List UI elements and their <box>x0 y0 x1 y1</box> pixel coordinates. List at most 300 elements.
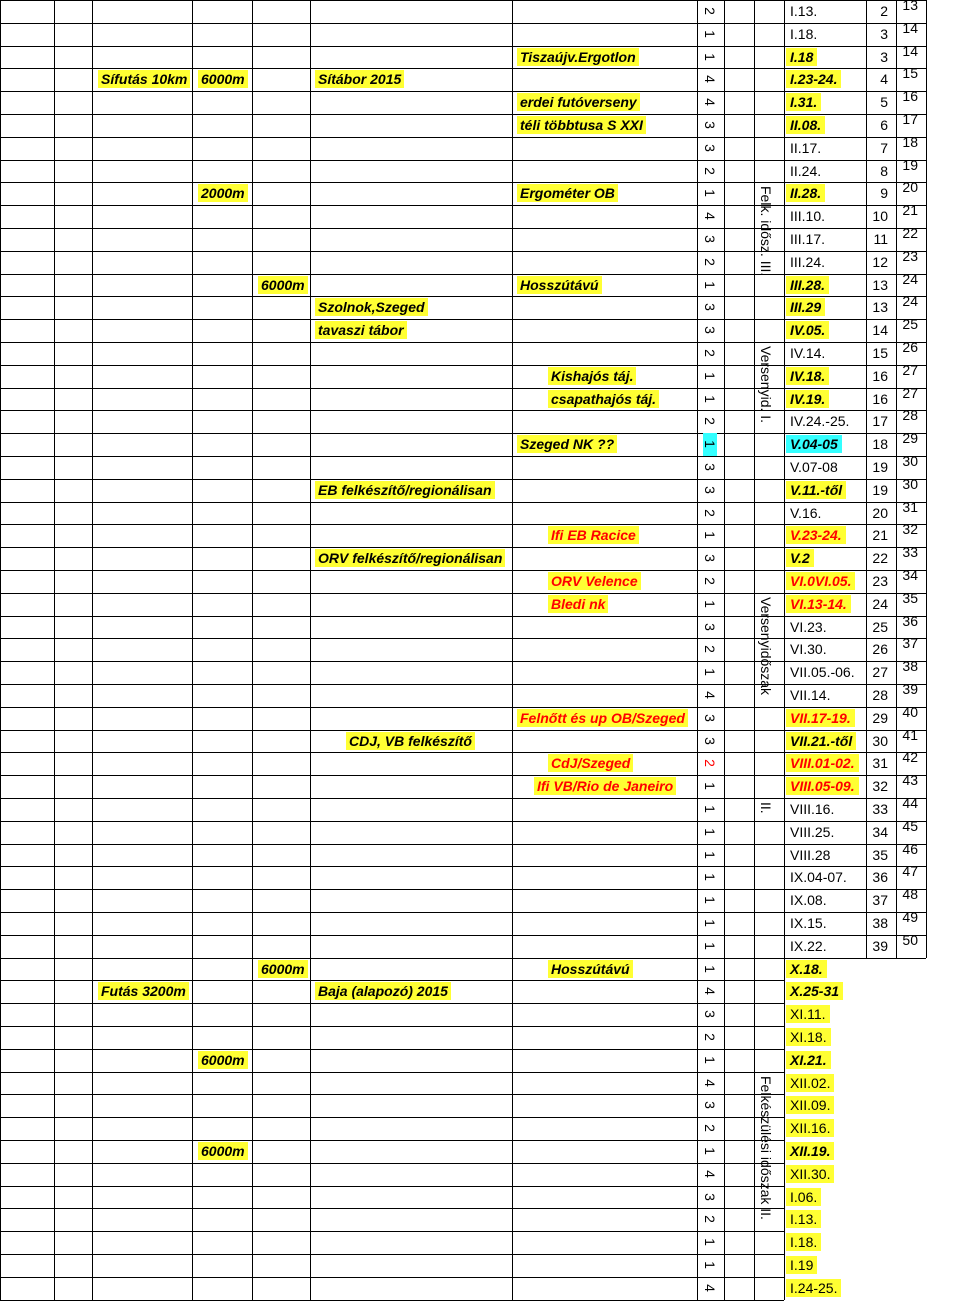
week-index: 29 <box>872 709 888 726</box>
week-load-cell <box>703 775 717 798</box>
week-load-cell <box>703 844 717 867</box>
week-load-cell <box>703 228 717 251</box>
week-load-value: 4 <box>702 212 718 221</box>
event-label: EB felkészítő/regionálisan <box>315 481 495 499</box>
cell-divider <box>92 1094 93 1117</box>
week-load-value: 1 <box>702 1147 718 1155</box>
cell-divider <box>784 388 785 411</box>
cell-divider <box>0 707 1 730</box>
cell-divider <box>926 46 927 69</box>
cell-divider <box>310 798 311 821</box>
date-label: IX.15. <box>790 915 827 931</box>
cell-divider <box>754 68 755 91</box>
period-label <box>748 1076 782 1304</box>
cell-divider <box>192 1003 193 1026</box>
cell-divider <box>310 524 311 547</box>
cell-divider <box>92 319 93 342</box>
table-row <box>0 247 960 274</box>
event-label: Szeged NK ?? <box>517 435 617 453</box>
week-load-value: 2 <box>702 349 718 357</box>
cell-divider <box>310 1231 311 1254</box>
cell-divider <box>252 0 253 23</box>
week-number: 24 <box>902 270 918 287</box>
cell-divider <box>192 479 193 502</box>
week-load-cell <box>703 433 717 456</box>
date-label: III.24. <box>790 253 826 270</box>
cell-divider <box>512 866 513 889</box>
row-divider <box>0 844 926 845</box>
week-index: 34 <box>872 823 888 840</box>
cell-divider <box>54 844 55 867</box>
cell-divider <box>784 958 785 981</box>
event-label: Szolnok,Szeged <box>315 298 428 316</box>
cell-divider <box>697 342 698 365</box>
cell-divider <box>784 365 785 388</box>
cell-divider <box>0 593 1 616</box>
date-label: VIII.25. <box>790 823 835 840</box>
date-label: I.18 <box>786 48 817 66</box>
week-index: 19 <box>872 459 888 475</box>
cell-divider <box>192 775 193 798</box>
week-load-cell <box>703 1186 717 1209</box>
cell-divider <box>252 137 253 160</box>
cell-divider <box>0 205 1 228</box>
table-row <box>0 635 960 661</box>
cell-divider <box>92 1049 93 1072</box>
row-divider <box>0 958 784 959</box>
cell-divider <box>192 866 193 889</box>
date-label: IV.19. <box>786 390 829 408</box>
cell-divider <box>310 889 311 912</box>
cell-divider <box>697 182 698 205</box>
cell-divider <box>192 889 193 912</box>
cell-divider <box>926 730 927 753</box>
cell-divider <box>310 502 311 525</box>
week-load-value: 4 <box>702 1283 718 1292</box>
cell-divider <box>310 547 311 570</box>
cell-divider <box>724 296 725 319</box>
cell-divider <box>252 319 253 342</box>
cell-divider <box>926 0 927 23</box>
cell-divider <box>724 182 725 205</box>
cell-divider <box>252 182 253 205</box>
week-load-value: 3 <box>702 235 718 243</box>
row-divider <box>0 91 926 92</box>
cell-divider <box>512 616 513 639</box>
date-label: X.18. <box>786 960 827 978</box>
date-label: VI.23. <box>790 618 827 635</box>
cell-divider <box>697 91 698 114</box>
table-row <box>0 567 960 593</box>
cell-divider <box>54 68 55 91</box>
week-index: 13 <box>872 276 888 293</box>
week-load-value: 1 <box>702 1055 718 1064</box>
table-row <box>0 179 960 205</box>
cell-divider <box>310 935 311 958</box>
table-row <box>0 840 960 867</box>
cell-divider <box>754 160 755 183</box>
cell-divider <box>54 707 55 730</box>
cell-divider <box>54 889 55 912</box>
table-row <box>0 293 960 319</box>
cell-divider <box>697 570 698 593</box>
cell-divider <box>310 1163 311 1186</box>
cell-divider <box>310 1277 311 1300</box>
cell-divider <box>92 593 93 616</box>
cell-divider <box>784 707 785 730</box>
cell-divider <box>192 46 193 69</box>
date-label: VII.17-19. <box>786 709 855 727</box>
week-index: 26 <box>872 641 888 658</box>
cell-divider <box>754 0 755 23</box>
week-index: 21 <box>872 527 888 544</box>
cell-divider <box>192 1140 193 1163</box>
cell-divider <box>697 1277 698 1300</box>
cell-divider <box>54 1003 55 1026</box>
cell-divider <box>784 866 785 889</box>
table-row <box>0 612 960 639</box>
cell-divider <box>92 182 93 205</box>
week-number: 27 <box>902 361 918 378</box>
cell-divider <box>512 182 513 205</box>
cell-divider <box>54 91 55 114</box>
week-index: 3 <box>880 48 888 65</box>
table-row <box>0 958 960 981</box>
week-index: 2 <box>880 3 888 19</box>
cell-divider <box>92 1072 93 1095</box>
date-label: XI.18. <box>786 1028 831 1046</box>
cell-divider <box>310 1049 311 1072</box>
cell-divider <box>252 821 253 844</box>
week-number: 44 <box>902 795 918 811</box>
cell-divider <box>724 319 725 342</box>
cell-divider <box>310 661 311 684</box>
week-number: 40 <box>902 703 918 720</box>
cell-divider <box>512 638 513 661</box>
table-row <box>0 316 960 342</box>
cell-divider <box>192 1049 193 1072</box>
week-load-value: 3 <box>702 303 718 312</box>
cell-divider <box>784 912 785 935</box>
cell-divider <box>0 0 1 23</box>
row-divider <box>0 388 926 389</box>
event-label: ORV felkészítő/regionálisan <box>315 549 505 567</box>
table-row <box>0 361 960 388</box>
week-index: 18 <box>872 436 888 453</box>
week-load-value: 3 <box>702 736 718 745</box>
cell-divider <box>252 547 253 570</box>
week-index: 13 <box>872 299 888 316</box>
cell-divider <box>512 433 513 456</box>
cell-divider <box>697 0 698 23</box>
cell-divider <box>697 730 698 753</box>
cell-divider <box>784 524 785 547</box>
week-number: 48 <box>902 886 918 903</box>
cell-divider <box>697 889 698 912</box>
cell-divider <box>697 228 698 251</box>
cell-divider <box>784 479 785 502</box>
date-label: XII.09. <box>786 1096 834 1114</box>
date-label: I.23-24. <box>786 70 841 88</box>
date-label: III.29 <box>786 298 825 316</box>
cell-divider <box>724 889 725 912</box>
week-load-cell <box>703 616 717 639</box>
date-label: I.19 <box>786 1256 817 1274</box>
row-divider <box>0 1140 784 1141</box>
cell-divider <box>697 775 698 798</box>
table-row <box>0 772 960 798</box>
table-row <box>0 407 960 433</box>
week-load-value: 1 <box>702 805 718 813</box>
cell-divider <box>0 319 1 342</box>
cell-divider <box>784 0 785 23</box>
cell-divider <box>926 456 927 479</box>
cell-divider <box>0 342 1 365</box>
cell-divider <box>92 251 93 274</box>
cell-divider <box>0 1163 1 1186</box>
week-load-cell <box>703 23 717 46</box>
week-index: 36 <box>872 869 888 886</box>
cell-divider <box>754 958 755 981</box>
cell-divider <box>310 388 311 411</box>
date-label: VII.14. <box>790 687 831 703</box>
cell-divider <box>754 912 755 935</box>
cell-divider <box>784 1117 785 1140</box>
week-load-cell <box>703 1072 717 1095</box>
cell-divider <box>0 46 1 69</box>
event-label: Ergométer OB <box>517 184 618 202</box>
cell-divider <box>252 775 253 798</box>
cell-divider <box>54 296 55 319</box>
row-divider <box>0 593 926 594</box>
date-label: VII.05.-06. <box>790 664 855 681</box>
cell-divider <box>784 46 785 69</box>
week-load-value: 1 <box>702 964 718 973</box>
cell-divider <box>92 388 93 411</box>
cell-divider <box>310 0 311 23</box>
cell-divider <box>0 1231 1 1254</box>
cell-divider <box>784 228 785 251</box>
cell-divider <box>92 1186 93 1209</box>
table-row <box>0 498 960 525</box>
cell-divider <box>252 866 253 889</box>
cell-divider <box>92 274 93 297</box>
cell-divider <box>512 1231 513 1254</box>
cell-divider <box>512 1254 513 1277</box>
week-number: 28 <box>902 407 918 424</box>
row-divider <box>0 661 926 662</box>
cell-divider <box>724 137 725 160</box>
cell-divider <box>512 1003 513 1026</box>
week-number: 19 <box>902 156 918 173</box>
cell-divider <box>54 821 55 844</box>
week-index: 16 <box>872 367 888 384</box>
cell-divider <box>310 593 311 616</box>
cell-divider <box>697 160 698 183</box>
cell-divider <box>92 91 93 114</box>
cell-divider <box>0 1094 1 1117</box>
cell-divider <box>92 205 93 228</box>
cell-divider <box>252 980 253 1003</box>
cell-divider <box>697 388 698 411</box>
cell-divider <box>310 752 311 775</box>
cell-divider <box>0 684 1 707</box>
cell-divider <box>192 980 193 1003</box>
event-label: erdei futóverseny <box>517 93 640 111</box>
week-load-value: 1 <box>702 52 718 61</box>
row-divider <box>0 23 926 24</box>
cell-divider <box>754 91 755 114</box>
cell-divider <box>697 866 698 889</box>
cell-divider <box>512 137 513 160</box>
cell-divider <box>252 570 253 593</box>
cell-divider <box>724 456 725 479</box>
week-number: 30 <box>902 475 918 492</box>
week-number: 21 <box>902 202 918 219</box>
week-index: 11 <box>873 231 888 247</box>
row-divider <box>0 1072 784 1073</box>
week-load-cell <box>703 342 717 365</box>
cell-divider <box>724 1072 725 1095</box>
cell-divider <box>92 23 93 46</box>
cell-divider <box>0 775 1 798</box>
week-load-cell <box>703 1277 717 1300</box>
event-label: tavaszi tábor <box>315 321 407 339</box>
date-label: II.17. <box>790 139 822 156</box>
row-divider <box>0 547 926 548</box>
cell-divider <box>92 752 93 775</box>
cell-divider <box>724 1186 725 1209</box>
table-row <box>0 19 960 46</box>
cell-divider <box>252 1003 253 1026</box>
table-row <box>0 1163 960 1186</box>
cell-divider <box>512 1117 513 1140</box>
cell-divider <box>512 23 513 46</box>
date-label: V.07-08 <box>790 459 838 475</box>
cell-divider <box>512 410 513 433</box>
cell-divider <box>252 935 253 958</box>
cell-divider <box>926 752 927 775</box>
date-label: V.23-24. <box>786 526 846 544</box>
cell-divider <box>252 1117 253 1140</box>
cell-divider <box>192 228 193 251</box>
week-number: 18 <box>902 133 918 150</box>
date-label: III.10. <box>790 208 826 225</box>
period-label-text: II. <box>758 802 774 814</box>
week-load-cell <box>703 68 717 91</box>
cell-divider <box>512 1163 513 1186</box>
week-load-value: 3 <box>702 554 718 563</box>
date-label: IV.05. <box>786 321 829 339</box>
cell-divider <box>512 160 513 183</box>
week-load-cell <box>703 274 717 297</box>
week-load-cell <box>703 1231 717 1254</box>
row-divider <box>0 342 926 343</box>
cell-divider <box>252 68 253 91</box>
cell-divider <box>724 638 725 661</box>
cell-divider <box>724 433 725 456</box>
cell-divider <box>252 684 253 707</box>
cell-divider <box>252 91 253 114</box>
number-column-bottom-border <box>784 958 926 959</box>
row-divider <box>0 433 926 434</box>
cell-divider <box>54 1026 55 1049</box>
cell-divider <box>252 228 253 251</box>
row-divider <box>0 114 926 115</box>
cell-divider <box>252 1231 253 1254</box>
cell-divider <box>754 46 755 69</box>
week-load-cell <box>703 524 717 547</box>
week-load-value: 1 <box>702 873 718 882</box>
week-load-value: 4 <box>702 1078 718 1087</box>
event-label: CDJ, VB felkészítő <box>346 732 475 750</box>
event-label: CdJ/Szeged <box>548 754 633 772</box>
period-label <box>748 802 782 870</box>
cell-divider <box>784 1186 785 1209</box>
date-label: III.28. <box>786 276 829 294</box>
cell-divider <box>724 1049 725 1072</box>
week-load-value: 1 <box>702 531 718 540</box>
cell-divider <box>310 433 311 456</box>
week-load-value: 2 <box>702 508 718 517</box>
cell-divider <box>252 912 253 935</box>
cell-divider <box>252 593 253 616</box>
cell-divider <box>926 182 927 205</box>
cell-divider <box>252 1254 253 1277</box>
cell-divider <box>92 684 93 707</box>
row-divider <box>0 1231 784 1232</box>
table-row <box>0 453 960 479</box>
date-label: X.25-31 <box>786 982 843 1000</box>
cell-divider <box>0 866 1 889</box>
row-divider <box>0 1117 784 1118</box>
date-label: V.11.-től <box>786 481 846 499</box>
cell-divider <box>0 114 1 137</box>
cell-divider <box>54 410 55 433</box>
cell-divider <box>784 251 785 274</box>
cell-divider <box>512 274 513 297</box>
cell-divider <box>512 68 513 91</box>
cell-divider <box>0 821 1 844</box>
cell-divider <box>754 935 755 958</box>
table-row <box>0 726 960 753</box>
week-number: 33 <box>902 544 918 561</box>
cell-divider <box>724 980 725 1003</box>
week-load-value: 1 <box>702 394 718 403</box>
date-label: VI.30. <box>790 641 827 658</box>
cell-divider <box>0 296 1 319</box>
cell-divider <box>784 547 785 570</box>
cell-divider <box>54 547 55 570</box>
cell-divider <box>784 182 785 205</box>
row-divider <box>0 684 926 685</box>
cell-divider <box>724 160 725 183</box>
week-number: 38 <box>902 658 918 675</box>
table-row <box>0 863 960 889</box>
week-index: 10 <box>872 208 888 225</box>
cell-divider <box>0 1254 1 1277</box>
event-label: Sífutás 10km <box>98 70 190 88</box>
table-row <box>0 1094 960 1117</box>
cell-divider <box>0 433 1 456</box>
cell-divider <box>54 137 55 160</box>
date-label: VII.21.-től <box>786 732 856 750</box>
week-load-value: 1 <box>702 440 718 449</box>
row-divider <box>0 1003 784 1004</box>
cell-divider <box>310 1186 311 1209</box>
cell-divider <box>54 342 55 365</box>
cell-divider <box>512 296 513 319</box>
